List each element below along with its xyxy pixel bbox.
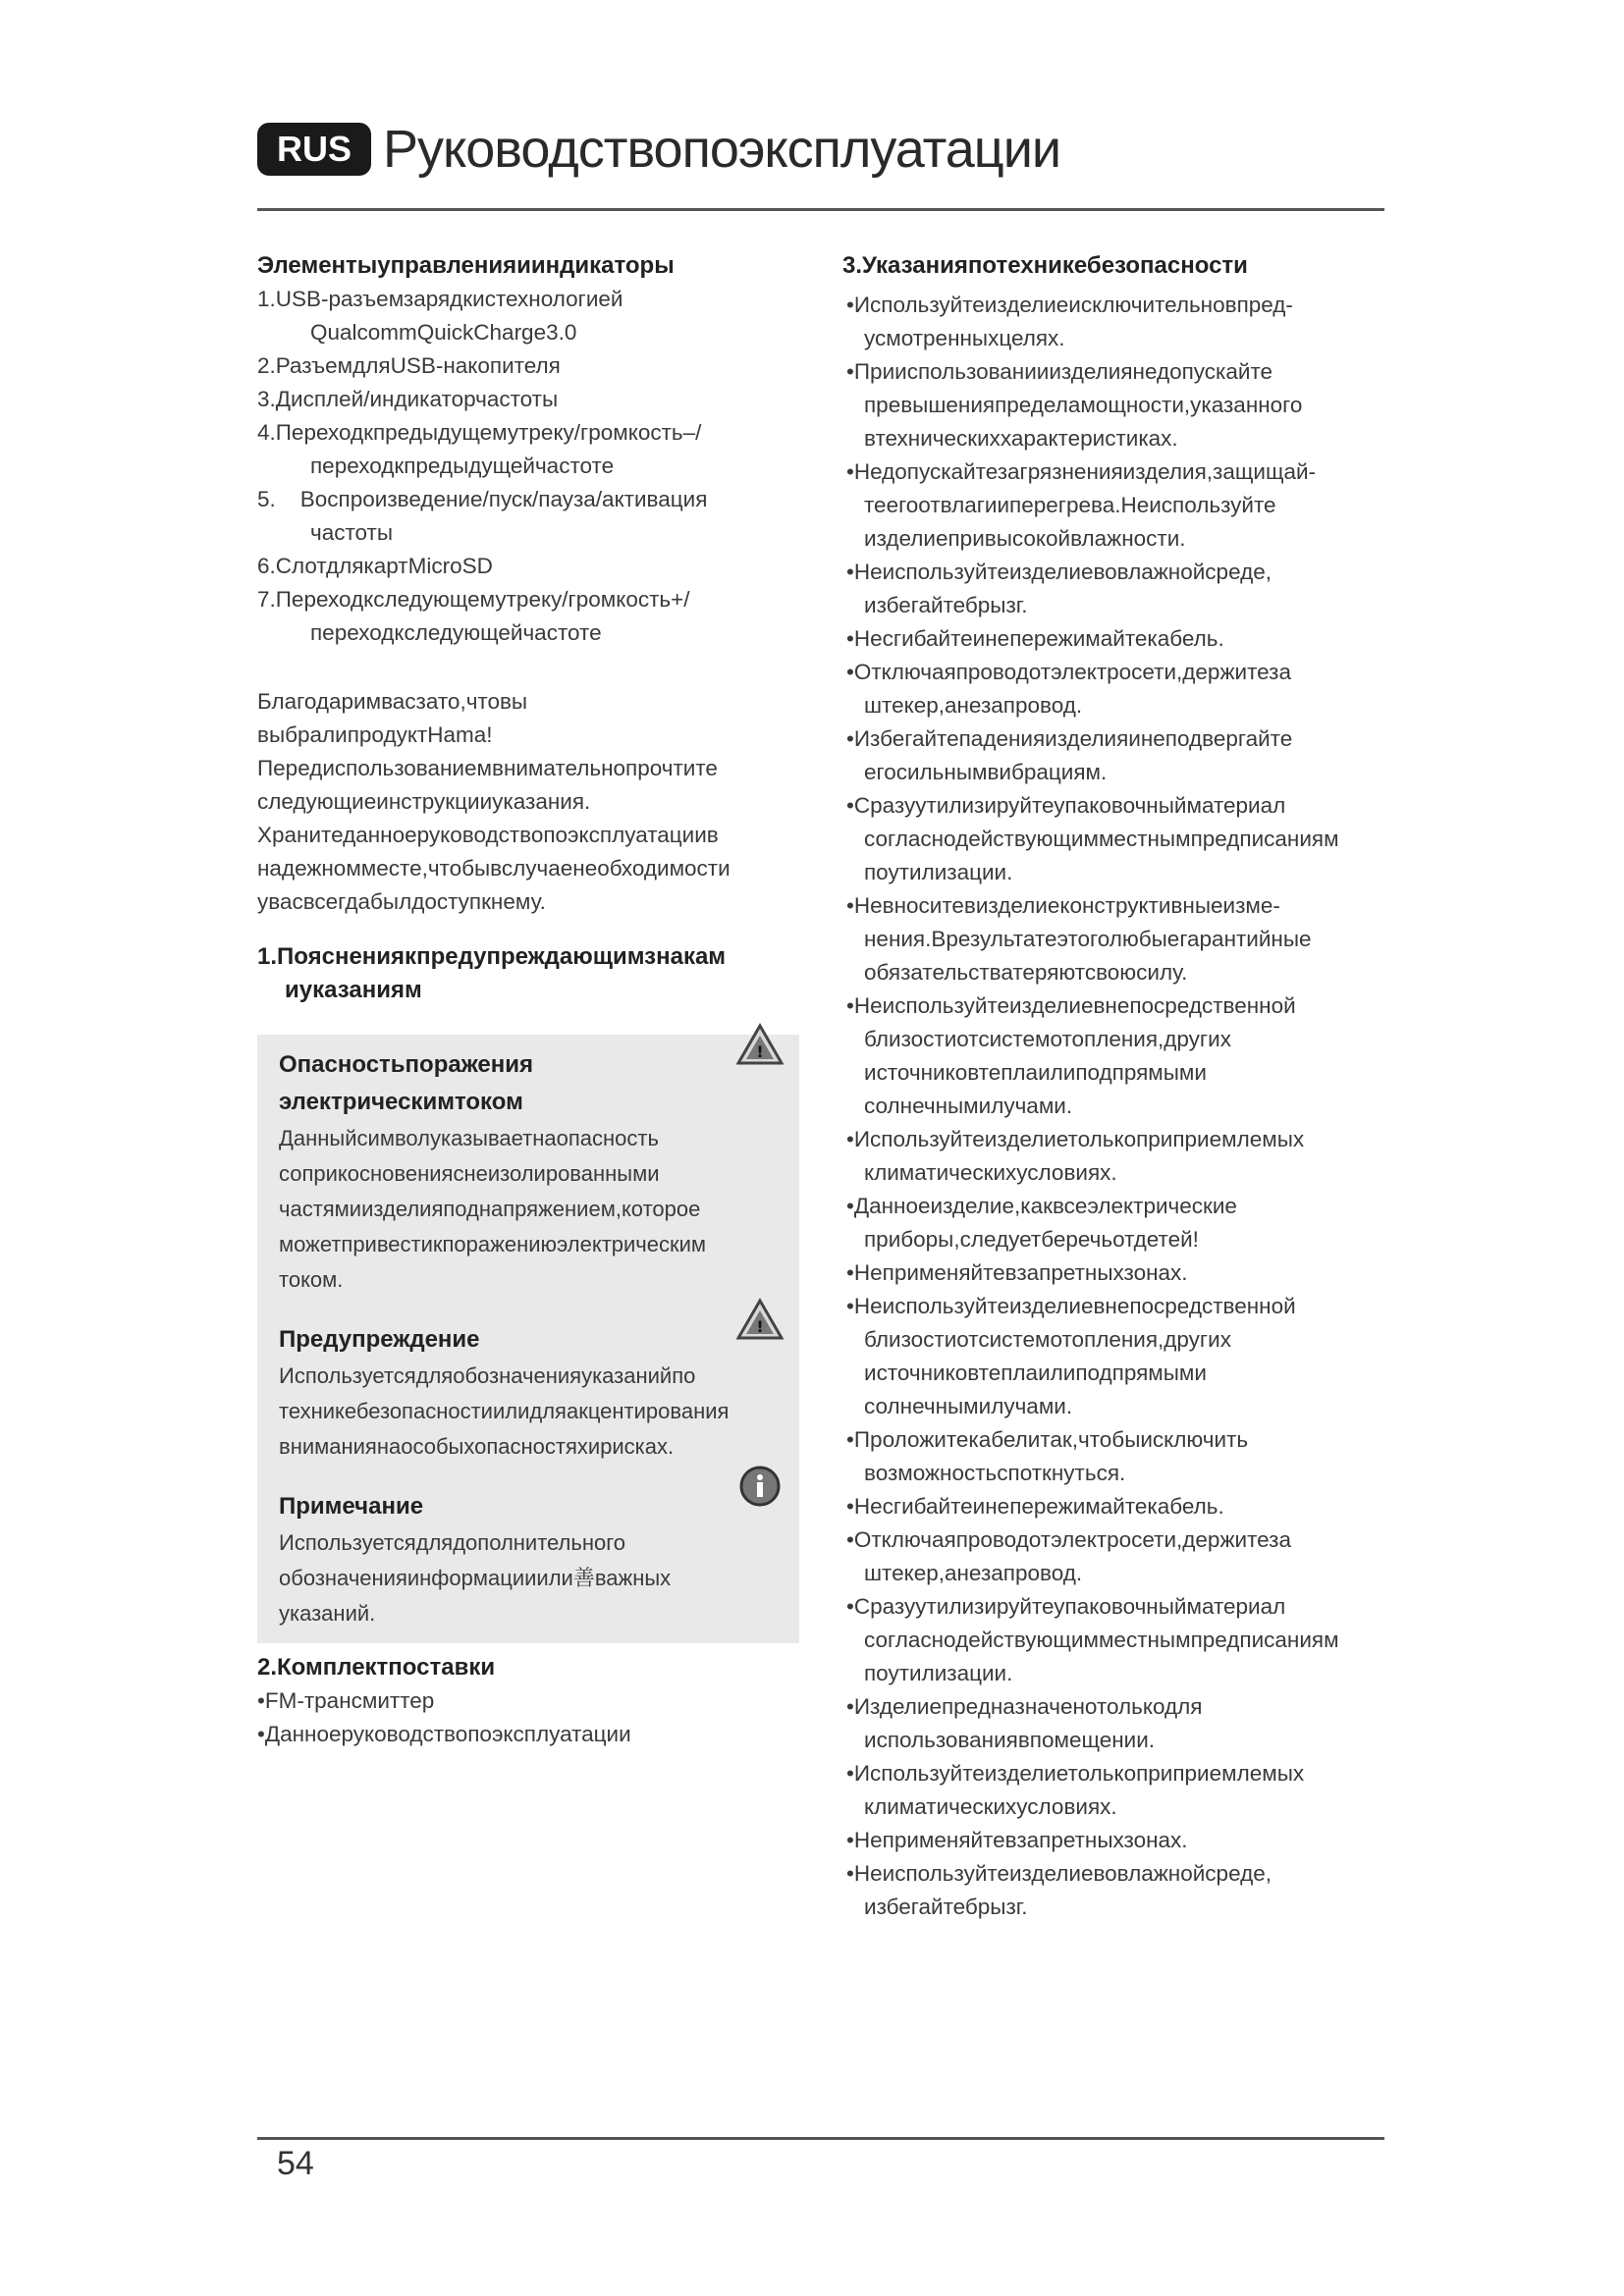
bullet-continuation: егосильнымвибрациям. [864, 760, 1108, 784]
bullet-continuation: близостиотсистемотопления,других [864, 1027, 1231, 1051]
footer-divider [257, 2137, 1384, 2140]
controls-list [257, 283, 799, 650]
bullet-continuation: климатическихусловиях. [864, 1794, 1117, 1819]
bullet-first-line: •Невноситевизделиеконструктивныеизме- [846, 893, 1280, 918]
bullet-item [842, 989, 1382, 1123]
notice-text-line: Используетсядлядополнительного [279, 1530, 626, 1555]
bullet-item [842, 789, 1382, 889]
notice-title-line: Примечание [279, 1493, 424, 1520]
bullet-item [842, 455, 1382, 556]
intro-line: Хранитеданноеруководствопоэксплуатациив [257, 823, 719, 847]
bullet-first-line: •Неиспользуйтеизделиевнепосредственной [846, 1294, 1296, 1318]
bullet-continuation: обязательстватеряютсвоюсилу. [864, 960, 1188, 985]
list-item-label: 5. Воспроизведение/пуск/пауза/активация [257, 487, 708, 511]
list-item-label: 7.Переходкследующемутреку/громкость+/ [257, 587, 690, 612]
list-item-continuation: переходкпредыдущейчастоте [310, 454, 615, 478]
bullet-item [842, 1423, 1382, 1490]
bullet-first-line: •Неиспользуйтеизделиевовлажнойсреде, [846, 1861, 1272, 1886]
bullet-item [842, 889, 1382, 989]
list-item [257, 583, 799, 650]
header-divider [257, 208, 1384, 211]
bullet-continuation: избегайтебрызг. [864, 593, 1028, 617]
bullet-continuation: приборы,следуетберечьотдетей! [864, 1227, 1199, 1252]
notice-text-line: техникебезопасностиилидляакцентирования [279, 1399, 730, 1423]
section1-heading: 1.Пояснениякпредупреждающимзнакам иуказаниям [257, 943, 727, 1003]
intro-line: выбралипродуктHama! [257, 722, 493, 747]
list-item-label: 1.USB-разъемзарядкистехнологией [257, 287, 623, 311]
bullet-item [842, 289, 1382, 355]
list-item [257, 550, 799, 583]
bullet-continuation: штекер,анезапровод. [864, 1561, 1083, 1585]
bullet-continuation: втехническиххарактеристиках. [864, 426, 1178, 451]
page-header [257, 120, 1060, 179]
list-item-continuation: QualcommQuickCharge3.0 [310, 320, 577, 345]
bullet-first-line: •Избегайтепаденияизделияинеподвергайте [846, 726, 1293, 751]
intro-line: Благодаримвасзато,чтовы [257, 689, 528, 714]
list-item-label: 6.СлотдлякартMicroSD [257, 554, 493, 578]
bullet-item [842, 1123, 1382, 1190]
notice-title-line: электрическимтоком [279, 1089, 523, 1115]
list-item [257, 483, 799, 550]
bullet-first-line: •Сразуутилизируйтеупаковочныйматериал [846, 793, 1286, 818]
bullet-first-line: •Недопускайтезагрязненияизделия,защищай- [846, 459, 1317, 484]
bullet-continuation: согласнодействующимместнымпредписаниям [864, 827, 1339, 851]
bullet-item [842, 622, 1382, 656]
notice-text-line: можетпривестикпоражениюэлектрическим [279, 1232, 707, 1256]
bullet-continuation: избегайтебрызг. [864, 1895, 1028, 1919]
warning-triangle-icon [736, 1023, 784, 1066]
list-item-label: 3.Дисплей/индикаторчастоты [257, 387, 559, 411]
intro-line: следующиеинструкцииуказания. [257, 789, 591, 814]
bullet-item [842, 722, 1382, 789]
bullet-first-line: •Используйтеизделиетолькоприприемлемых [846, 1761, 1305, 1786]
list-item-continuation: переходкследующейчастоте [310, 620, 602, 645]
notice-text-line: вниманиянаособыхопасностяхирисках. [279, 1434, 675, 1459]
bullet-item [842, 1590, 1382, 1690]
notice-text-line: Данныйсимволуказываетнаопасность [279, 1126, 659, 1150]
bullet-continuation: теегоотвлагииперегрева.Неиспользуйте [864, 493, 1276, 517]
notice-text-line: Используетсядляобозначенияуказанийпо [279, 1363, 696, 1388]
bullet-item [842, 1757, 1382, 1824]
notice-text-line: частямиизделияподнапряжением,которое [279, 1197, 701, 1221]
bullet-continuation: источниковтеплаилиподпрямыми [864, 1060, 1207, 1085]
intro-text [257, 685, 799, 919]
bullet-first-line: •Неиспользуйтеизделиевовлажнойсреде, [846, 560, 1272, 584]
intro-line: надежномместе,чтобывслучаенеобходимости [257, 856, 731, 881]
left-column [257, 249, 799, 1751]
notice-box [257, 1035, 799, 1309]
bullet-item [842, 1256, 1382, 1290]
bullet-item [842, 1824, 1382, 1857]
bullet-first-line: •Изделиепредназначенотолькодля [846, 1694, 1203, 1719]
notice-text [279, 1121, 778, 1298]
bullet-item [842, 1490, 1382, 1523]
bullet-first-line: •Прииспользованииизделиянедопускайте [846, 359, 1273, 384]
bullet-continuation: источниковтеплаилиподпрямыми [864, 1361, 1207, 1385]
list-item: •FM-трансмиттер [257, 1688, 435, 1713]
bullet-first-line: •Сразуутилизируйтеупаковочныйматериал [846, 1594, 1286, 1619]
bullet-continuation: солнечнымилучами. [864, 1094, 1073, 1118]
list-item [257, 383, 799, 416]
bullet-first-line: •Данноеизделие,каквсеэлектрические [846, 1194, 1237, 1218]
svg-text:!: ! [756, 1042, 764, 1061]
notice-text [279, 1525, 778, 1631]
notice-title [279, 1488, 778, 1525]
right-column [842, 249, 1382, 1924]
bullet-first-line: •Используйтеизделиеисключительновпред- [846, 293, 1293, 317]
list-item: •Данноеруководствопоэксплуатации [257, 1722, 631, 1746]
list-item [257, 349, 799, 383]
notice-text-line: соприкосновенияснеизолированными [279, 1161, 660, 1186]
bullet-continuation: превышенияпределамощности,указанного [864, 393, 1303, 417]
bullet-item [842, 1190, 1382, 1256]
bullet-first-line: •Проложитекабелитак,чтобыисключить [846, 1427, 1249, 1452]
list-item [257, 416, 799, 483]
section2-heading: 2.Комплектпоставки [257, 1654, 496, 1681]
notice-text-line: указаний. [279, 1601, 376, 1626]
bullet-item [842, 355, 1382, 455]
bullet-item [842, 1523, 1382, 1590]
svg-text:!: ! [756, 1317, 764, 1336]
notice-title [279, 1046, 778, 1121]
notice-text-line: током. [279, 1267, 344, 1292]
bullet-first-line: •Несгибайтеинепережимайтекабель. [846, 626, 1224, 651]
bullet-first-line: •Отключаяпроводотэлектросети,держитеза [846, 660, 1291, 684]
bullet-continuation: усмотренныхцелях. [864, 326, 1065, 350]
bullet-item [842, 1290, 1382, 1423]
bullet-continuation: поутилизации. [864, 860, 1013, 884]
intro-line: Передиспользованиемвнимательнопрочтите [257, 756, 718, 780]
list-item [257, 283, 799, 349]
bullet-first-line: •Несгибайтеинепережимайтекабель. [846, 1494, 1224, 1519]
bullet-continuation: солнечнымилучами. [864, 1394, 1073, 1418]
notice-title-line: Предупреждение [279, 1326, 480, 1353]
bullet-item [842, 556, 1382, 622]
safety-instructions-list [842, 289, 1382, 1924]
bullet-continuation: согласнодействующимместнымпредписаниям [864, 1628, 1339, 1652]
notice-text-line: обозначенияинформацииили善важных [279, 1566, 672, 1590]
bullet-item [842, 1857, 1382, 1924]
intro-line: увасвсегдабылдоступкнему. [257, 889, 546, 914]
bullet-continuation: климатическихусловиях. [864, 1160, 1117, 1185]
bullet-first-line: •Неприменяйтевзапретныхзонах. [846, 1260, 1188, 1285]
bullet-first-line: •Неиспользуйтеизделиевнепосредственной [846, 993, 1296, 1018]
package-contents-list [257, 1684, 799, 1751]
notice-title [279, 1321, 778, 1359]
bullet-continuation: штекер,анезапровод. [864, 693, 1083, 718]
list-item-continuation: частоты [310, 520, 394, 545]
list-item-label: 2.РазъемдляUSB-накопителя [257, 353, 561, 378]
bullet-item [842, 1690, 1382, 1757]
notice-boxes [257, 1035, 799, 1643]
notice-box [257, 1309, 799, 1476]
language-badge: RUS [257, 123, 371, 176]
bullet-first-line: •Используйтеизделиетолькоприприемлемых [846, 1127, 1305, 1151]
section3-heading: 3.Указанияпотехникебезопасности [842, 252, 1248, 279]
list-item-label: 4.Переходкпредыдущемутреку/громкость–/ [257, 420, 702, 445]
bullet-continuation: возможностьспоткнуться. [864, 1461, 1126, 1485]
notice-title-line: Опасностьпоражения [279, 1051, 534, 1078]
bullet-continuation: поутилизации. [864, 1661, 1013, 1685]
bullet-item [842, 656, 1382, 722]
bullet-continuation: близостиотсистемотопления,других [864, 1327, 1231, 1352]
bullet-continuation: использованиявпомещении. [864, 1728, 1156, 1752]
warning-triangle-icon [736, 1298, 784, 1341]
notice-text [279, 1359, 778, 1465]
notice-box [257, 1476, 799, 1643]
bullet-first-line: •Неприменяйтевзапретныхзонах. [846, 1828, 1188, 1852]
bullet-first-line: •Отключаяпроводотэлектросети,держитеза [846, 1527, 1291, 1552]
page-title: Руководствопоэксплуатации [383, 120, 1061, 179]
bullet-continuation: изделиепривысокойвлажности. [864, 526, 1186, 551]
controls-heading: Элементыуправленияииндикаторы [257, 252, 675, 279]
page-number: 54 [277, 2145, 314, 2182]
info-icon [736, 1465, 784, 1508]
bullet-continuation: нения.Врезультатеэтоголюбыегарантийные [864, 927, 1312, 951]
